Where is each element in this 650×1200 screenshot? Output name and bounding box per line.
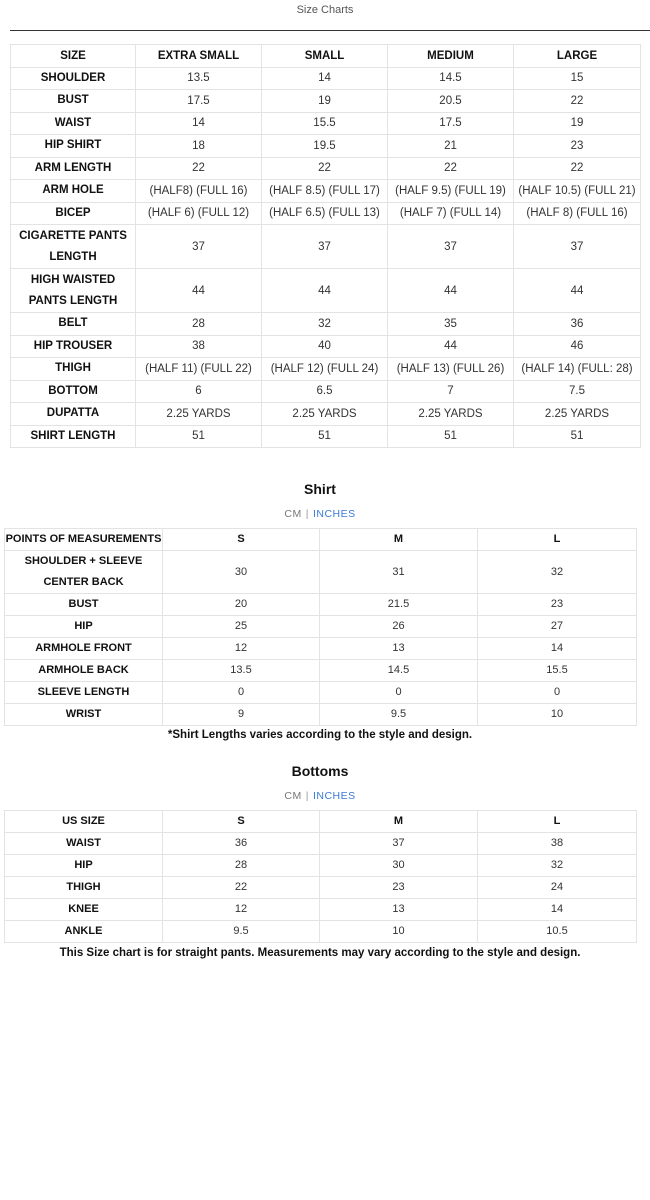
cell-value: 22 (136, 157, 262, 180)
cell-value: (HALF8) (FULL 16) (136, 180, 262, 203)
cell-value: 37 (514, 225, 641, 269)
table-row (11, 225, 641, 269)
row-label: WRIST (5, 703, 163, 725)
cell-value: 18 (136, 135, 262, 158)
cell-value: 9.5 (163, 920, 320, 942)
header-cell: MEDIUM (388, 45, 514, 68)
header-cell: POINTS OF MEASUREMENTS (5, 529, 163, 551)
header-cell: SIZE (11, 45, 136, 68)
table-row (11, 135, 641, 158)
table-row (11, 180, 641, 203)
cell-value: 15.5 (478, 659, 637, 681)
top-divider (10, 30, 650, 31)
cell-value: 44 (262, 269, 388, 313)
cell-value: 37 (136, 225, 262, 269)
cell-value: 13.5 (163, 659, 320, 681)
cell-value: 2.25 YARDS (388, 403, 514, 426)
cell-value: 32 (478, 854, 637, 876)
cell-value: 51 (262, 425, 388, 448)
row-label: WAIST (11, 112, 136, 135)
row-label: ARMHOLE BACK (5, 659, 163, 681)
cell-value: 2.25 YARDS (136, 403, 262, 426)
cell-value: 19.5 (262, 135, 388, 158)
cell-value: 7 (388, 380, 514, 403)
table-row (11, 313, 641, 336)
table-row (5, 550, 637, 593)
row-label: THIGH (5, 876, 163, 898)
cell-value: 14.5 (320, 659, 478, 681)
row-label: CIGARETTE PANTS LENGTH (11, 225, 136, 269)
unit-cm-option[interactable]: CM (284, 508, 302, 520)
header-cell: L (478, 811, 637, 833)
bottoms-note: This Size chart is for straight pants. Measurements may vary according to the style and design. (59, 947, 581, 959)
cell-value: 21.5 (320, 593, 478, 615)
cell-value: 2.25 YARDS (514, 403, 641, 426)
cell-value: 14 (262, 67, 388, 90)
row-label: SHOULDER + SLEEVE CENTER BACK (5, 550, 163, 593)
cell-value: 12 (163, 898, 320, 920)
cell-value: (HALF 12) (FULL 24) (262, 358, 388, 381)
table-row (11, 403, 641, 426)
cell-value: 35 (388, 313, 514, 336)
shirt-size-chart (4, 528, 637, 726)
page-title: Size Charts (296, 4, 354, 16)
cell-value: 28 (163, 854, 320, 876)
table-row (5, 703, 637, 725)
cell-value: 15 (514, 67, 641, 90)
bottoms-unit-toggle (0, 790, 640, 802)
table-row (5, 681, 637, 703)
cell-value: 10 (478, 703, 637, 725)
table-row (5, 854, 637, 876)
cell-value: 22 (514, 90, 641, 113)
cell-value: 23 (514, 135, 641, 158)
cell-value: (HALF 14) (FULL: 28) (514, 358, 641, 381)
cell-value: 22 (514, 157, 641, 180)
cell-value: 14 (136, 112, 262, 135)
cell-value: 25 (163, 615, 320, 637)
unit-inches-option[interactable]: INCHES (312, 790, 356, 802)
cell-value: 31 (320, 550, 478, 593)
row-label: BUST (5, 593, 163, 615)
header-cell: US SIZE (5, 811, 163, 833)
table-row (5, 920, 637, 942)
table-row (11, 202, 641, 225)
bottoms-section-title: Bottoms (291, 763, 349, 779)
row-label: ARM LENGTH (11, 157, 136, 180)
cell-value: 19 (514, 112, 641, 135)
table-row (5, 637, 637, 659)
cell-value: 12 (163, 637, 320, 659)
cell-value: 10.5 (478, 920, 637, 942)
row-label: DUPATTA (11, 403, 136, 426)
table-row (11, 380, 641, 403)
cell-value: (HALF 6) (FULL 12) (136, 202, 262, 225)
cell-value: 0 (320, 681, 478, 703)
table-row (5, 876, 637, 898)
row-label: HIP (5, 615, 163, 637)
cell-value: 13.5 (136, 67, 262, 90)
table-row (11, 269, 641, 313)
header-cell: M (320, 811, 478, 833)
cell-value: 44 (514, 269, 641, 313)
cell-value: 14 (478, 898, 637, 920)
table-row (11, 112, 641, 135)
header-cell: LARGE (514, 45, 641, 68)
cell-value: (HALF 7) (FULL 14) (388, 202, 514, 225)
cell-value: 23 (478, 593, 637, 615)
row-label: BOTTOM (11, 380, 136, 403)
table-row (5, 832, 637, 854)
cell-value: 0 (478, 681, 637, 703)
cell-value: 30 (320, 854, 478, 876)
header-cell: SMALL (262, 45, 388, 68)
cell-value: 14 (478, 637, 637, 659)
cell-value: 28 (136, 313, 262, 336)
row-label: SHIRT LENGTH (11, 425, 136, 448)
table-header-row (11, 45, 641, 68)
table-row (11, 157, 641, 180)
row-label: HIGH WAISTED PANTS LENGTH (11, 269, 136, 313)
cell-value: 23 (320, 876, 478, 898)
cell-value: 6.5 (262, 380, 388, 403)
cell-value: 24 (478, 876, 637, 898)
shirt-unit-toggle (0, 508, 640, 520)
cell-value: 30 (163, 550, 320, 593)
cell-value: 9.5 (320, 703, 478, 725)
row-label: WAIST (5, 832, 163, 854)
table-row (11, 67, 641, 90)
cell-value: 20 (163, 593, 320, 615)
unit-separator: | (305, 508, 309, 520)
cell-value: (HALF 6.5) (FULL 13) (262, 202, 388, 225)
cell-value: 38 (136, 335, 262, 358)
cell-value: 6 (136, 380, 262, 403)
cell-value: 19 (262, 90, 388, 113)
row-label: HIP SHIRT (11, 135, 136, 158)
row-label: BUST (11, 90, 136, 113)
cell-value: 17.5 (136, 90, 262, 113)
main-size-chart (10, 44, 641, 448)
cell-value: 37 (388, 225, 514, 269)
cell-value: 15.5 (262, 112, 388, 135)
header-cell: EXTRA SMALL (136, 45, 262, 68)
cell-value: 27 (478, 615, 637, 637)
table-row (5, 898, 637, 920)
unit-separator: | (305, 790, 309, 802)
cell-value: 44 (136, 269, 262, 313)
row-label: ARM HOLE (11, 180, 136, 203)
cell-value: 40 (262, 335, 388, 358)
cell-value: 37 (320, 832, 478, 854)
table-row (5, 593, 637, 615)
bottoms-size-chart (4, 810, 637, 943)
cell-value: 37 (262, 225, 388, 269)
table-row (5, 659, 637, 681)
shirt-section-title: Shirt (304, 481, 336, 497)
table-row (5, 615, 637, 637)
row-label: ARMHOLE FRONT (5, 637, 163, 659)
cell-value: 26 (320, 615, 478, 637)
cell-value: 22 (388, 157, 514, 180)
table-row (11, 425, 641, 448)
cell-value: (HALF 8) (FULL 16) (514, 202, 641, 225)
cell-value: (HALF 11) (FULL 22) (136, 358, 262, 381)
cell-value: 14.5 (388, 67, 514, 90)
cell-value: 51 (388, 425, 514, 448)
cell-value: 17.5 (388, 112, 514, 135)
table-row (11, 335, 641, 358)
cell-value: 10 (320, 920, 478, 942)
unit-cm-option[interactable]: CM (284, 790, 302, 802)
cell-value: 21 (388, 135, 514, 158)
cell-value: 2.25 YARDS (262, 403, 388, 426)
cell-value: 20.5 (388, 90, 514, 113)
cell-value: 32 (262, 313, 388, 336)
cell-value: 7.5 (514, 380, 641, 403)
cell-value: 51 (514, 425, 641, 448)
header-cell: S (163, 811, 320, 833)
cell-value: (HALF 9.5) (FULL 19) (388, 180, 514, 203)
row-label: BELT (11, 313, 136, 336)
table-header-row (5, 811, 637, 833)
cell-value: 13 (320, 898, 478, 920)
header-cell: M (320, 529, 478, 551)
cell-value: 9 (163, 703, 320, 725)
row-label: ANKLE (5, 920, 163, 942)
cell-value: 36 (514, 313, 641, 336)
cell-value: 32 (478, 550, 637, 593)
row-label: SHOULDER (11, 67, 136, 90)
cell-value: 38 (478, 832, 637, 854)
row-label: HIP TROUSER (11, 335, 136, 358)
cell-value: (HALF 8.5) (FULL 17) (262, 180, 388, 203)
row-label: THIGH (11, 358, 136, 381)
table-header-row (5, 529, 637, 551)
cell-value: (HALF 13) (FULL 26) (388, 358, 514, 381)
cell-value: 46 (514, 335, 641, 358)
cell-value: 44 (388, 269, 514, 313)
row-label: BICEP (11, 202, 136, 225)
cell-value: (HALF 10.5) (FULL 21) (514, 180, 641, 203)
cell-value: 44 (388, 335, 514, 358)
cell-value: 36 (163, 832, 320, 854)
shirt-note: *Shirt Lengths varies according to the style and design. (167, 729, 473, 741)
cell-value: 22 (163, 876, 320, 898)
cell-value: 13 (320, 637, 478, 659)
row-label: HIP (5, 854, 163, 876)
row-label: SLEEVE LENGTH (5, 681, 163, 703)
header-cell: S (163, 529, 320, 551)
table-row (11, 358, 641, 381)
cell-value: 0 (163, 681, 320, 703)
row-label: KNEE (5, 898, 163, 920)
unit-inches-option[interactable]: INCHES (312, 508, 356, 520)
cell-value: 51 (136, 425, 262, 448)
cell-value: 22 (262, 157, 388, 180)
header-cell: L (478, 529, 637, 551)
table-row (11, 90, 641, 113)
